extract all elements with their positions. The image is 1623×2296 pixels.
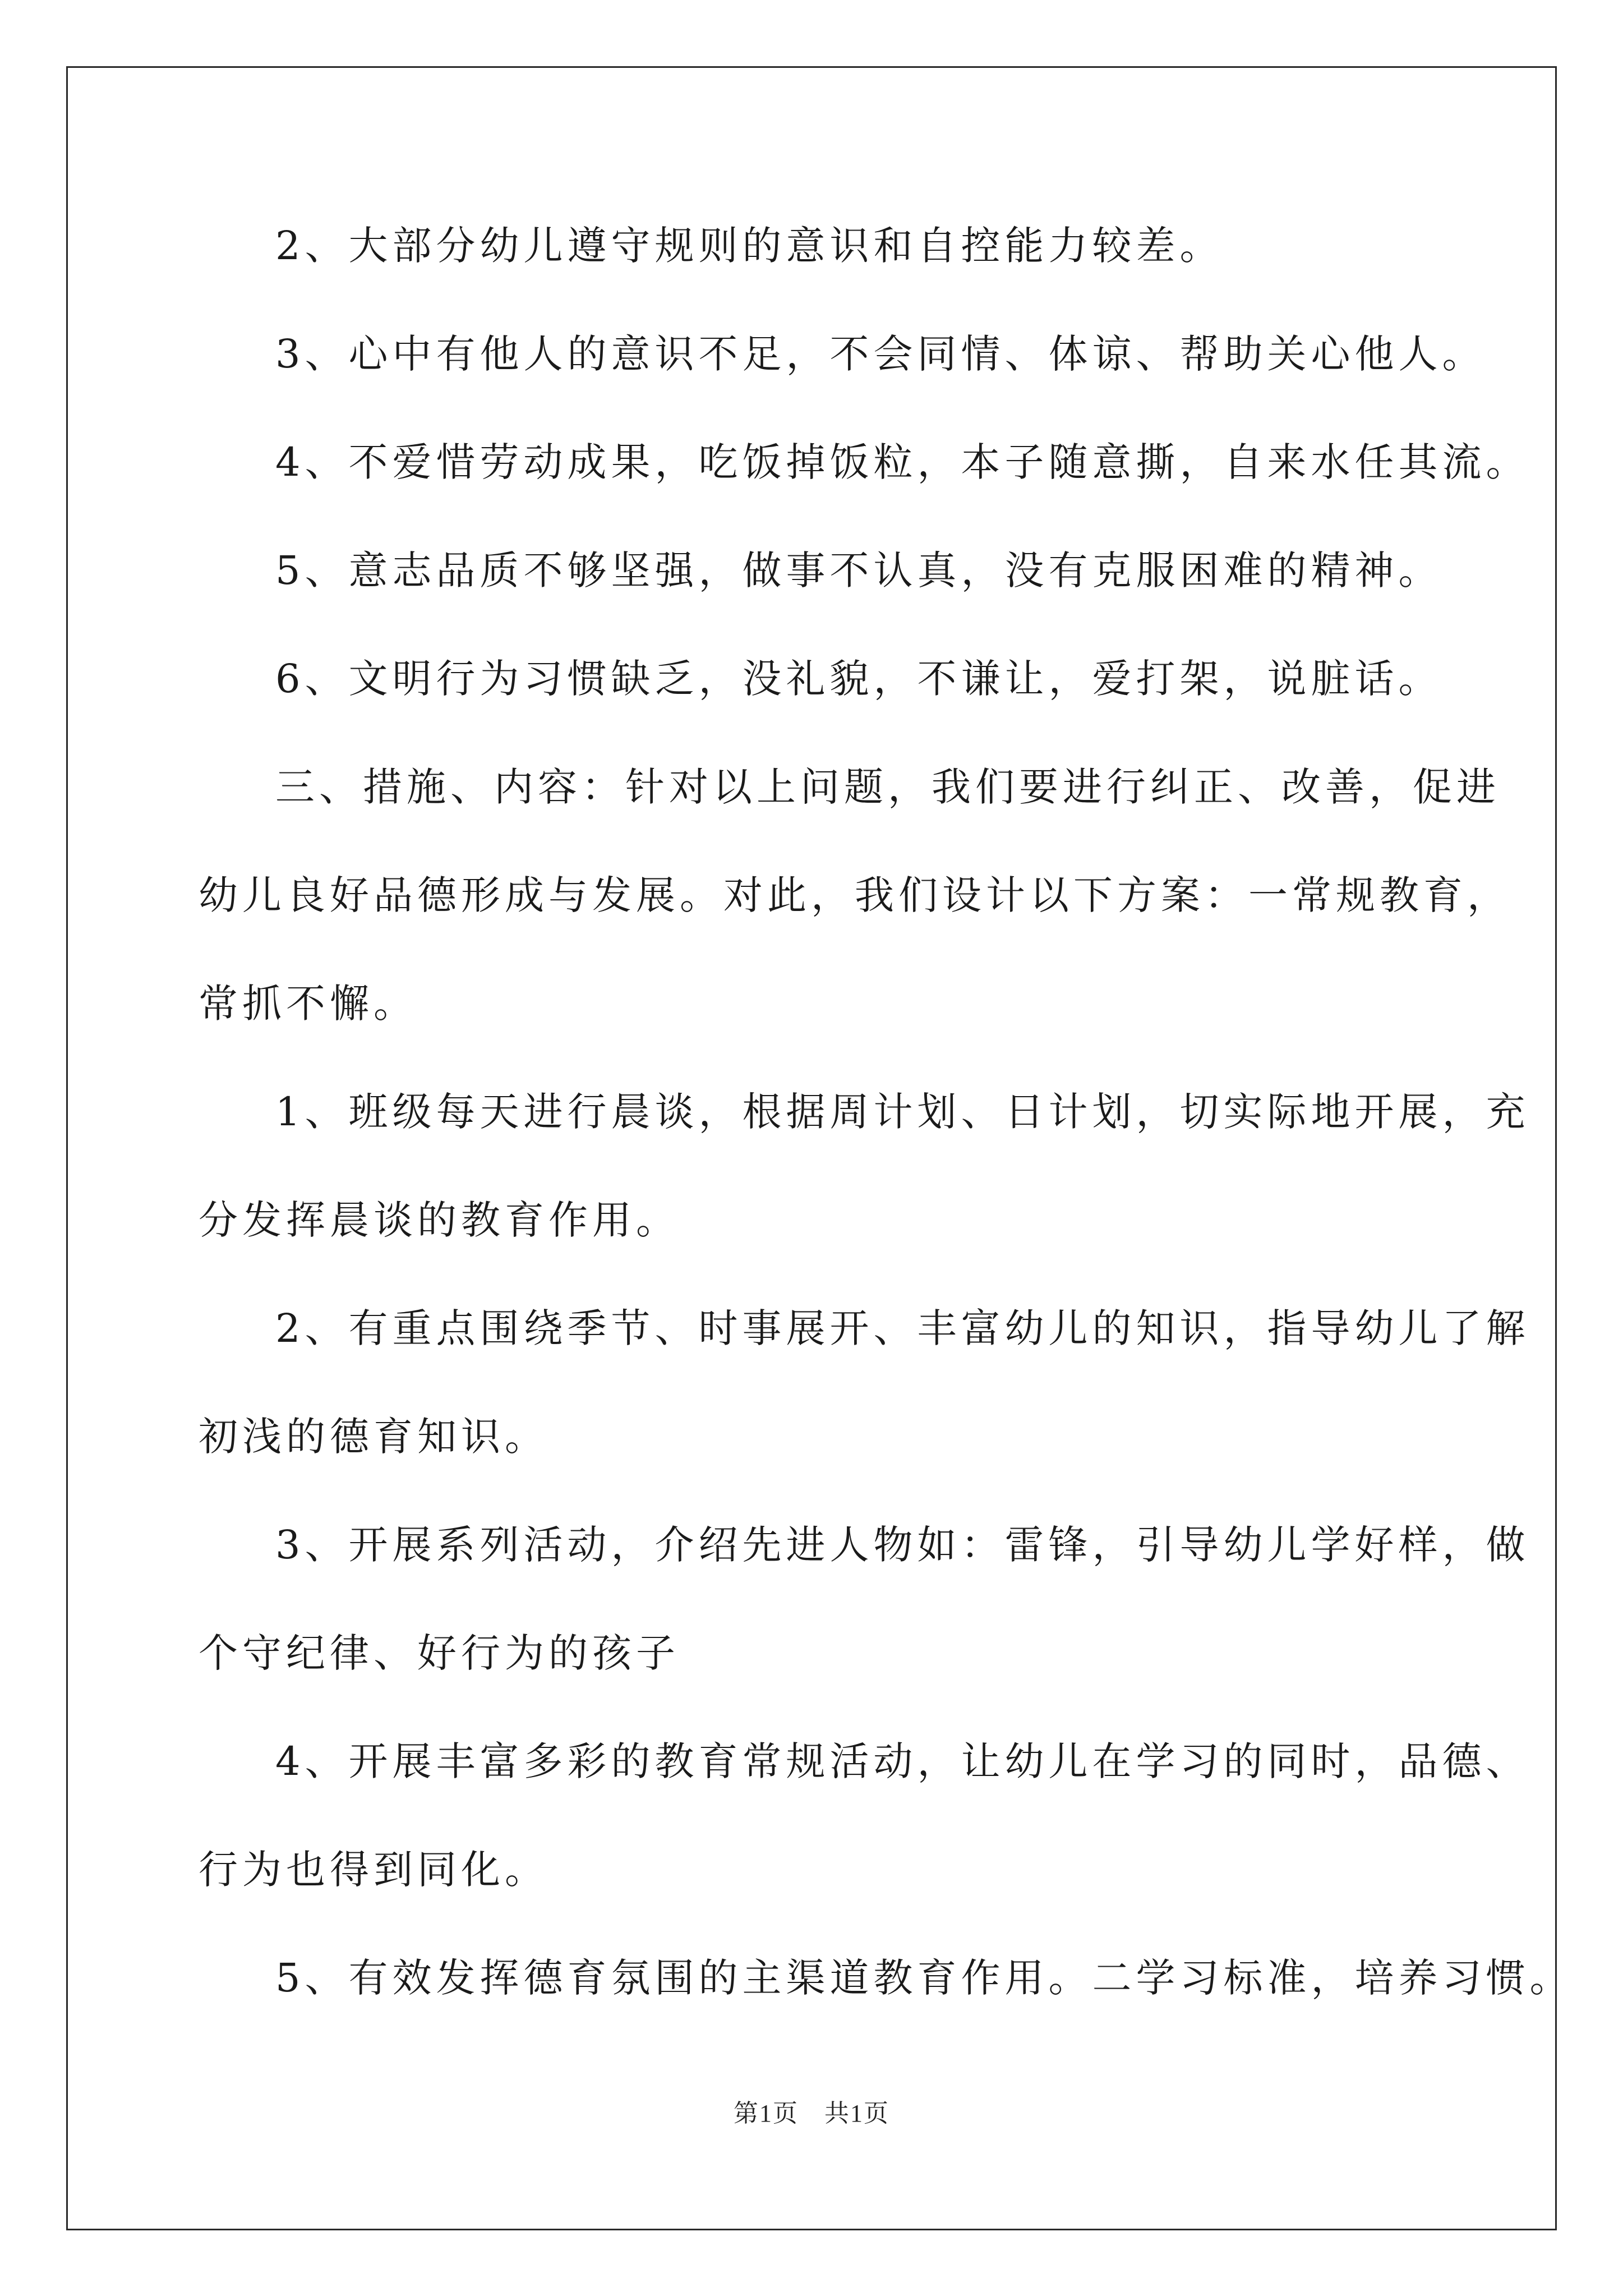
text-line: 初浅的德育知识。	[199, 1414, 548, 1460]
text-line: 分发挥晨谈的教育作用。	[199, 1197, 680, 1243]
text-line: 幼儿良好品德形成与发展。对此，我们设计以下方案：一常规教育，	[199, 872, 1511, 918]
text-line: 2、大部分幼儿遵守规则的意识和自控能力较差。	[275, 223, 1224, 269]
text-line: 6、文明行为习惯缺乏，没礼貌，不谦让，爱打架，说脏话。	[275, 656, 1442, 702]
text-line: 三、措施、内容：针对以上问题，我们要进行纠正、改善，促进	[275, 764, 1500, 810]
text-line: 1、班级每天进行晨谈，根据周计划、日计划，切实际地开展，充	[275, 1089, 1530, 1135]
text-line: 5、意志品质不够坚强，做事不认真，没有克服困难的精神。	[275, 547, 1442, 593]
text-line: 4、开展丰富多彩的教育常规活动，让幼儿在学习的同时，品德、	[275, 1738, 1530, 1784]
text-line: 5、有效发挥德育氛围的主渠道教育作用。二学习标准，培养习惯。	[275, 1955, 1574, 2001]
text-line: 3、心中有他人的意识不足，不会同情、体谅、帮助关心他人。	[275, 331, 1486, 377]
text-line: 3、开展系列活动，介绍先进人物如：雷锋，引导幼儿学好样，做	[275, 1522, 1530, 1568]
text-line: 常抓不懈。	[199, 981, 417, 1027]
text-line: 2、有重点围绕季节、时事展开、丰富幼儿的知识，指导幼儿了解	[275, 1305, 1530, 1351]
text-line: 个守纪律、好行为的孩子	[199, 1630, 680, 1676]
text-line: 4、不爱惜劳动成果，吃饭掉饭粒，本子随意撕，自来水任其流。	[275, 439, 1530, 485]
page-footer: 第1页 共1页	[734, 2100, 889, 2127]
text-line: 行为也得到同化。	[199, 1847, 548, 1893]
page-border	[66, 66, 1557, 2230]
